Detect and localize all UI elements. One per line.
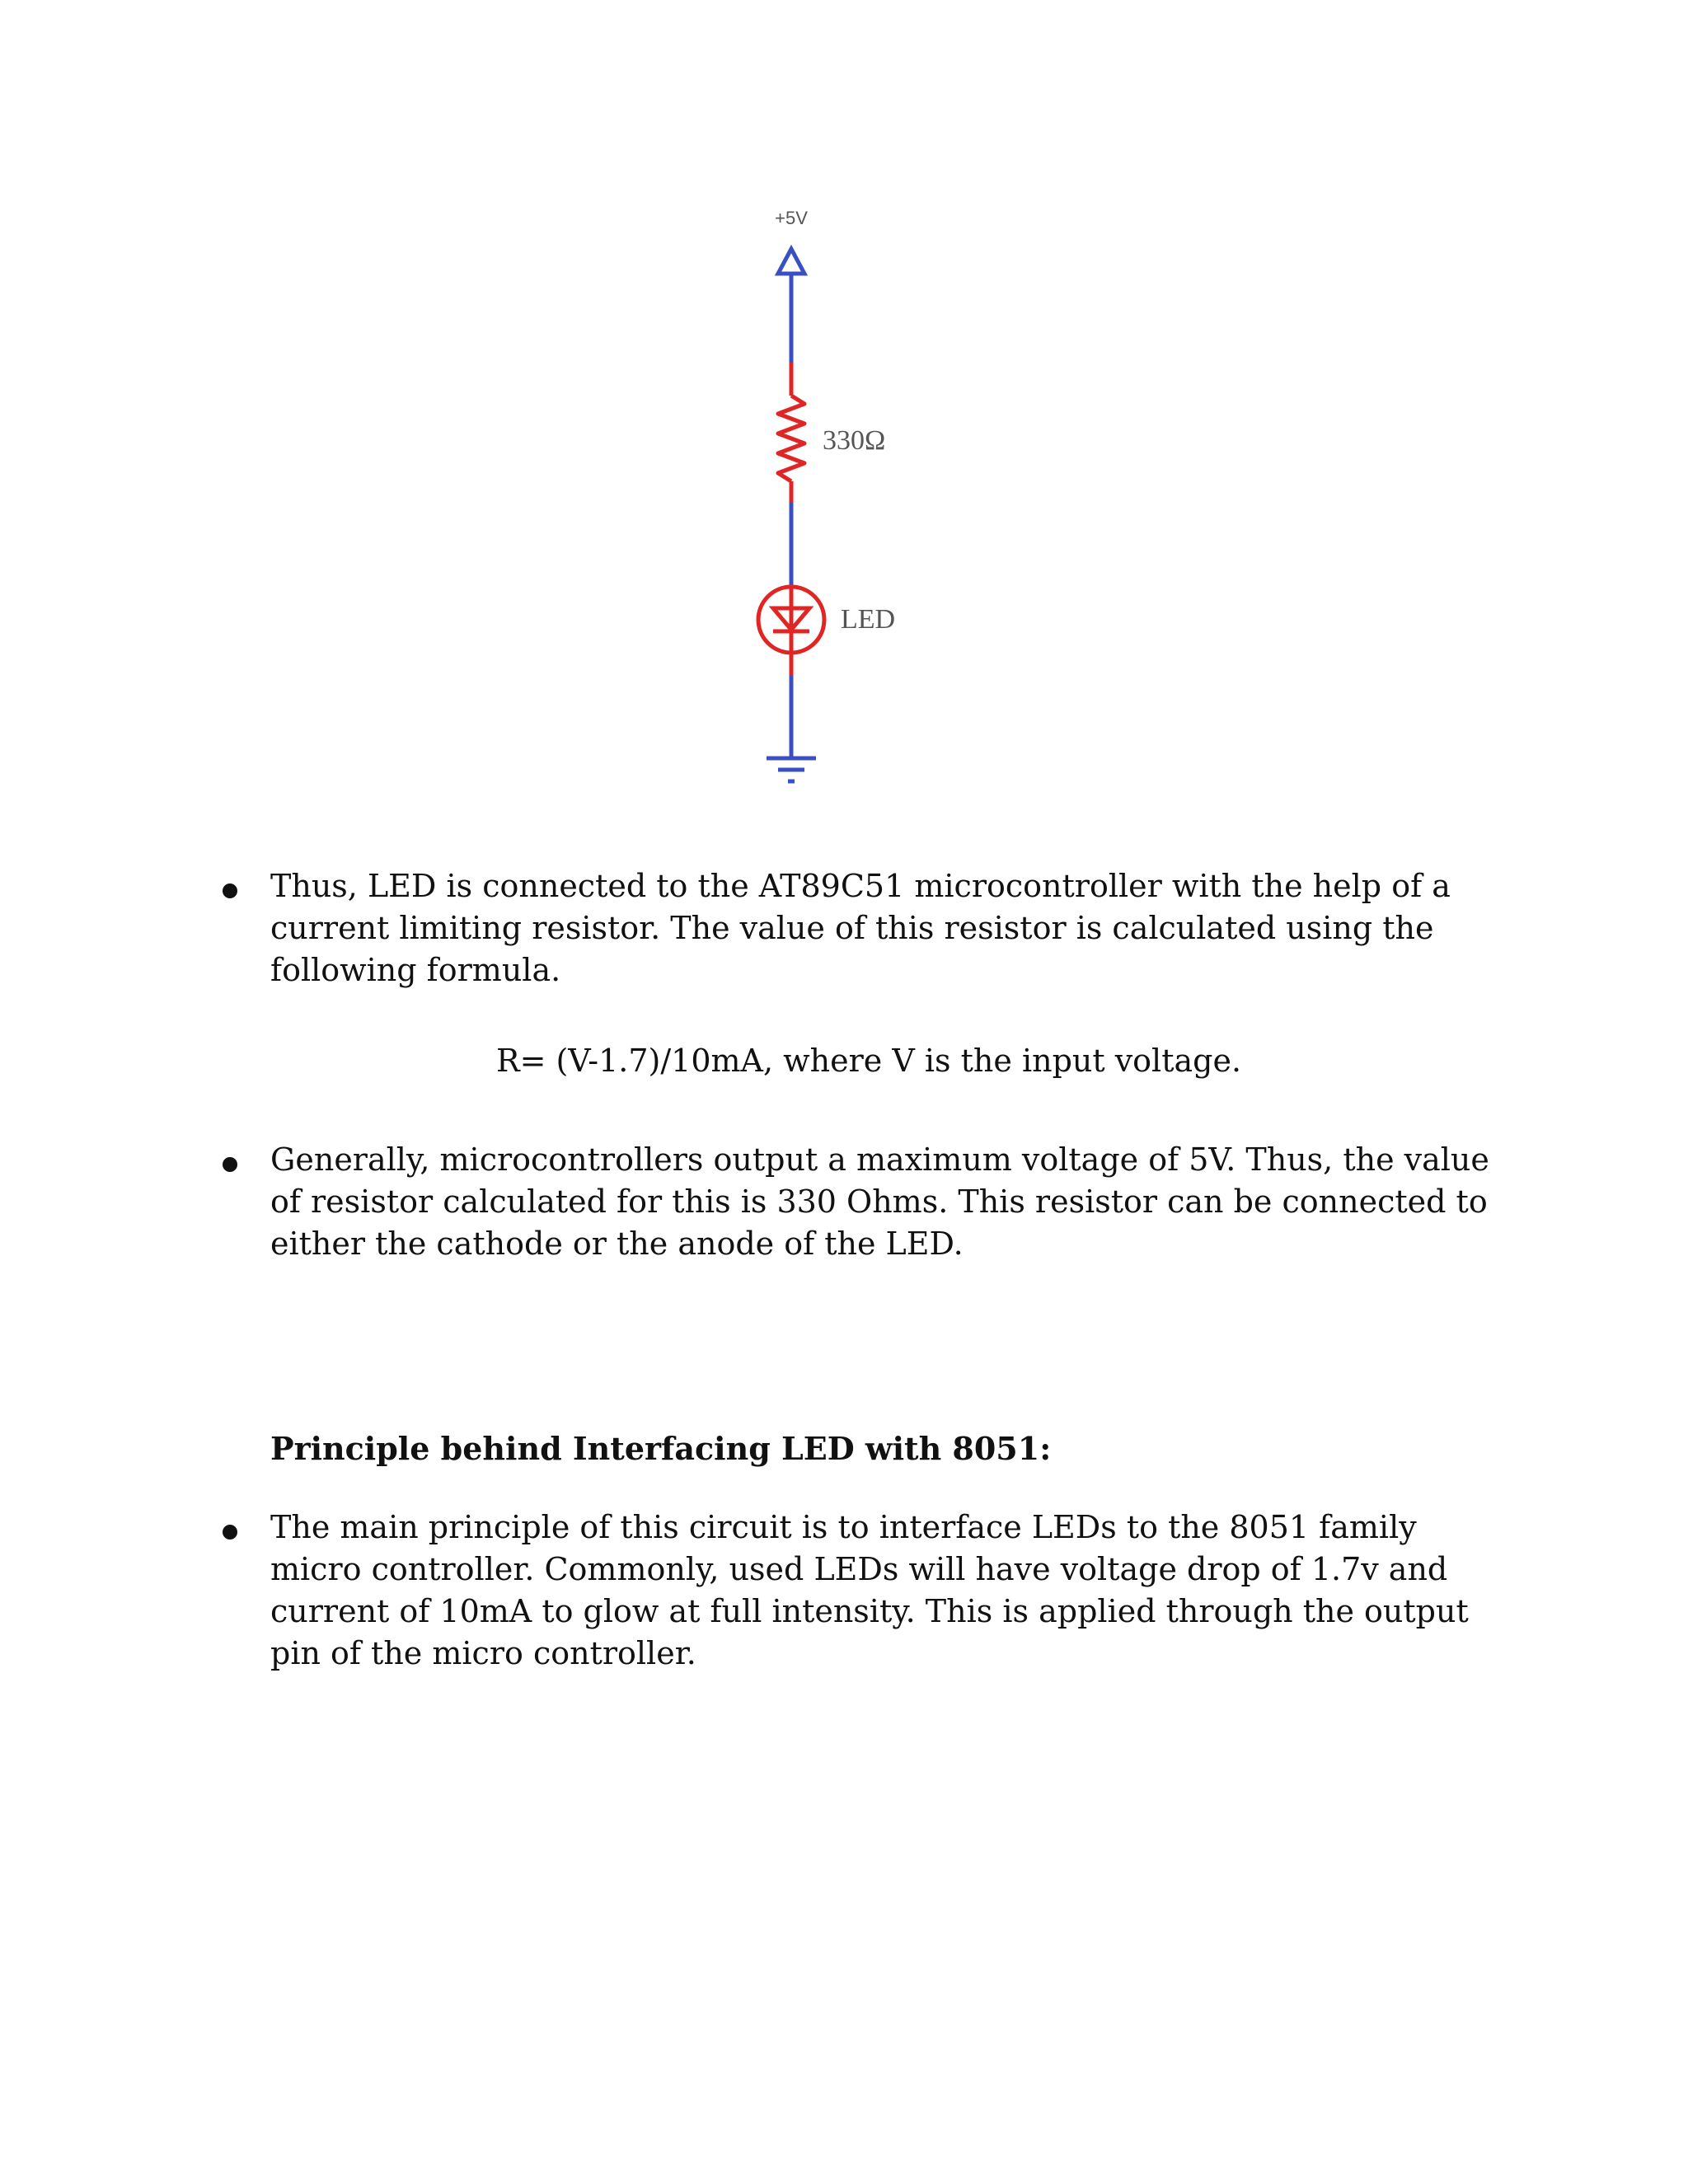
bullet-text: The main principle of this circuit is to interface LEDs to the 8051 family micro controller. Commonly, used LEDs will have voltage drop of 1.7v and current of 10mA to glow at full intensity. This is applied through the output pin of the micro controller. [270, 1509, 1469, 1671]
ground-icon [767, 758, 816, 781]
bullet-text: Thus, LED is connected to the AT89C51 microcontroller with the help of a current limiting resistor. The value of this resistor is calculated using the following formula. [270, 868, 1451, 988]
bullet-icon [223, 1525, 237, 1540]
bullet-icon [223, 883, 237, 898]
supply-arrow-icon [778, 249, 804, 274]
supply-voltage-label: +5V [775, 208, 808, 228]
led-label: LED [841, 604, 896, 635]
resistor-formula: R= (V-1.7)/10mA, where V is the input voltage. [495, 1043, 1242, 1079]
bullet-text: Generally, microcontrollers output a maximum voltage of 5V. Thus, the value of resistor calculated for this is 330 Ohms. This resistor can be connected to either the cathode or the anode of the LED. [270, 1141, 1489, 1262]
led-circuit-diagram [725, 198, 956, 808]
resistor-value-label: 330Ω [823, 425, 886, 456]
resistor-symbol [778, 396, 804, 481]
bullet-icon [223, 1157, 237, 1172]
section-heading: Principle behind Interfacing LED with 8051: [270, 1430, 1052, 1467]
